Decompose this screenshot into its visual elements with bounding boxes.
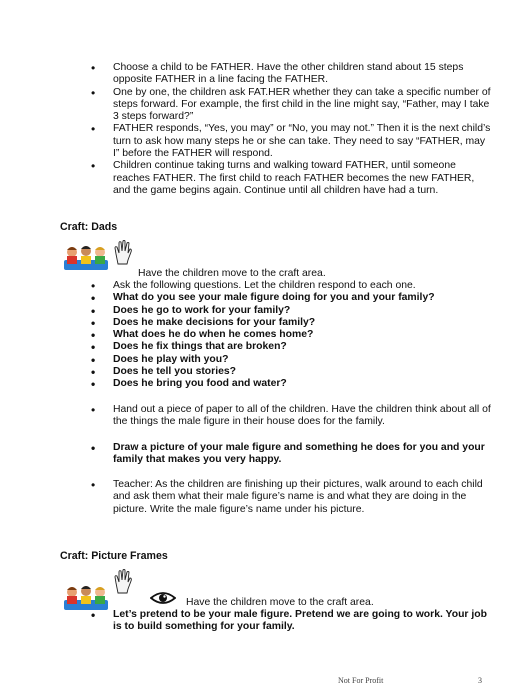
list-item: • FATHER responds, “Yes, you may” or “No, you may not.” Then it is the next child’s turn to ask how many steps he or she can take. They need to say “FATHER, may I” before the FATHER will respond. — [84, 123, 494, 160]
craft-dads-questions — [84, 280, 494, 391]
list-item: • Does he fix things that are broken? — [84, 341, 494, 353]
list-item: • One by one, the children ask FAT.HER whether they can take a specific number of steps forward. For example, the first child in the line might say, “Father, may I take 3 steps forward?” — [84, 87, 494, 124]
list-item: • Children continue taking turns and walking toward FATHER, until someone reaches FATHER. The first child to reach FATHER becomes the new FATHER, and the game begins again. Continue until all children have had a turn. — [84, 160, 494, 197]
list-item: • Hand out a piece of paper to all of the children. Have the children think about all of the things the male figure in their house does for the family. — [84, 404, 494, 429]
list-item: • What do you see your male figure doing for you and your family? — [84, 292, 494, 304]
craft-dads-move-instruction: Have the children move to the craft area. — [138, 268, 326, 279]
section-heading-craft-picture-frames: Craft: Picture Frames — [60, 550, 168, 562]
hand-icon — [113, 240, 133, 266]
list-item: • What does he do when he comes home? — [84, 329, 494, 341]
intro-instructions — [84, 62, 494, 197]
section-heading-craft-dads: Craft: Dads — [60, 221, 118, 233]
list-item: • Does he go to work for your family? — [84, 305, 494, 317]
craft-frames-instructions — [84, 609, 494, 634]
craft-frames-move-instruction: Have the children move to the craft area. — [186, 597, 374, 608]
list-item: • Does he tell you stories? — [84, 366, 494, 378]
footer-text: Not For Profit — [338, 676, 384, 685]
list-item: • Choose a child to be FATHER. Have the other children stand about 15 steps opposite FATHER in a line facing the FATHER. — [84, 62, 494, 87]
list-item: • Does he play with you? — [84, 354, 494, 366]
hand-icon — [113, 569, 133, 595]
list-item: • Does he bring you food and water? — [84, 378, 494, 390]
list-item: • Draw a picture of your male figure and something he does for you and your family that makes you very happy. — [84, 442, 494, 467]
craft-dads-draw — [84, 442, 494, 467]
list-item: • Ask the following questions. Let the children respond to each one. — [84, 280, 494, 292]
list-item: • Let’s pretend to be your male figure. Pretend we are going to work. Your job is to build something for your family. — [84, 609, 494, 634]
craft-dads-teacher-note — [84, 479, 494, 516]
children-group-icon — [62, 242, 110, 272]
page-number: 3 — [478, 676, 482, 685]
children-group-icon — [62, 582, 110, 612]
craft-dads-hand-out — [84, 404, 494, 429]
list-item: • Does he make decisions for your family? — [84, 317, 494, 329]
eye-icon — [150, 590, 176, 606]
list-item: • Teacher: As the children are finishing up their pictures, walk around to each child and ask them what their male figure’s name is and what they are doing in the picture. Write the male figure’s name under his picture. — [84, 479, 494, 516]
